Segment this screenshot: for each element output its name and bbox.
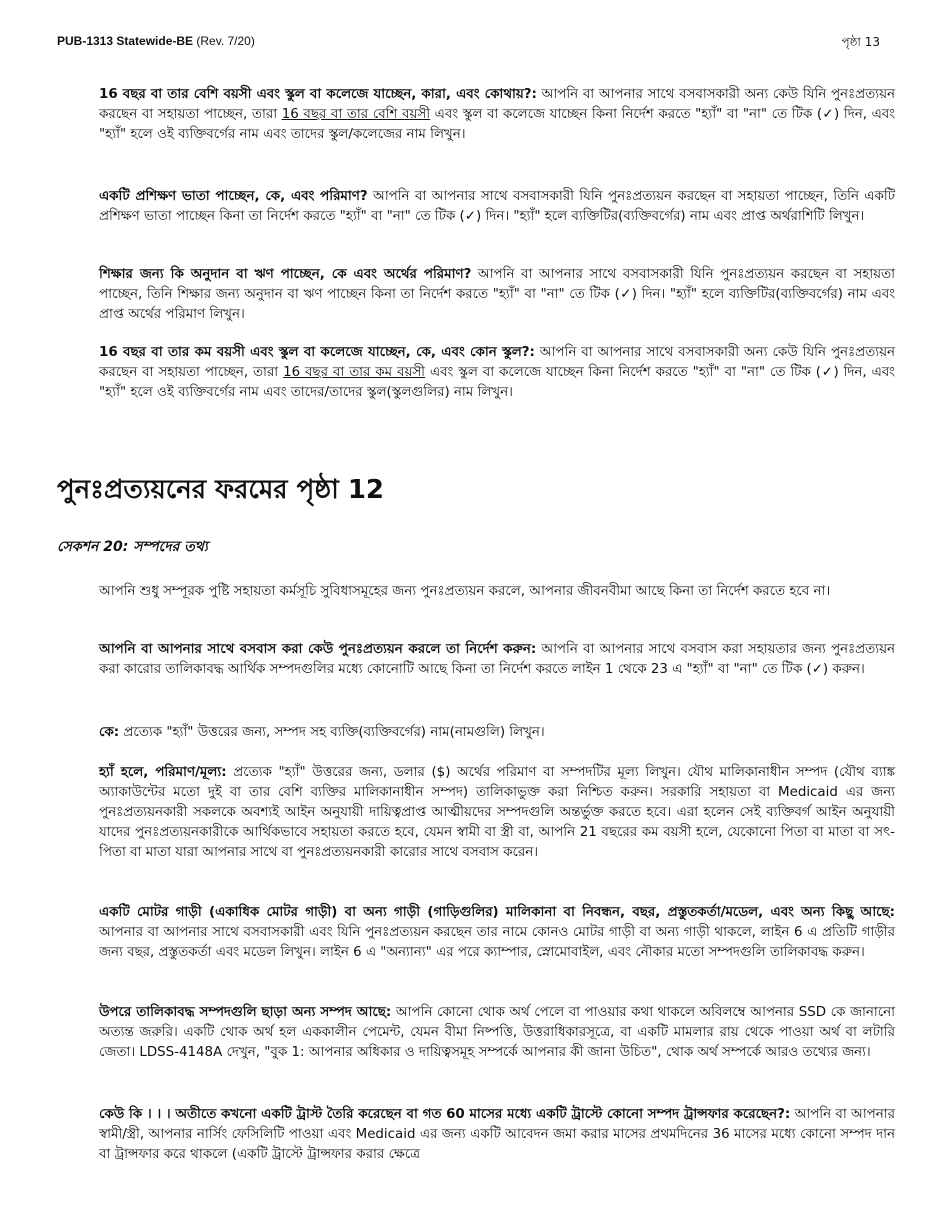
- paragraph-heading: কেউ কি । । । অতীতে কখনো একটি ট্রাস্ট তৈরি করেছেন বা গত 60 মাসের মধ্যে একটি ট্রাস্টে কোনো সম্পদ ট্রান্সফার করেছেন?:: [99, 1107, 791, 1122]
- page-header: [57, 34, 880, 50]
- paragraph-heading: শিক্ষার জন্য কি অনুদান বা ঋণ পাচ্ছেন, কে এবং অর্থের পরিমাণ?: [99, 267, 472, 282]
- paragraph-life-insurance-note: [99, 582, 895, 602]
- paragraph-age-under-16-school: [99, 343, 895, 403]
- paragraph-who: [99, 723, 895, 743]
- paragraph-text: আপনি বা আপনার সাথে বসবাসকারী যিনি পুনঃপ্রত্যয়ন করছেন বা সহায়তা পাচ্ছেন, তিনি শিক্ষার জন্য অনুদান বা ঋণ পাচ্ছেন কিনা তা নির্দেশ করতে "হ্যাঁ" বা "না" তে টিক (✓) দিন। "হ্যাঁ" হলে ব্যক্তিটির(ব্যক্তিবর্গের) নাম এবং প্রাপ্ত অর্থের পরিমাণ লিখুন।: [99, 267, 895, 322]
- paragraph-heading: 16 বছর বা তার বেশি বয়সী এবং স্কুল বা কলেজে যাচ্ছেন: [99, 87, 412, 102]
- paragraph-heading: আপনি বা আপনার সাথে বসবাস করা কেউ পুনঃপ্রত্যয়ন করলে তা নির্দেশ করুন:: [99, 642, 537, 657]
- paragraph-text: এবং স্কুল বা কলেজে যাচ্ছেন কিনা নির্দেশ করতে "হ্যাঁ" বা "না" তে টিক (✓) দিন, এবং "হ্যাঁ" হলে ওই ব্যক্তিবর্গের নাম এবং তাদের/তাদের স্কুল(স্কুলগুলির) নাম লিখুন।: [99, 365, 895, 400]
- paragraph-text: আপনার বা আপনার সাথে বসবাসকারী এবং যিনি পুনঃপ্রত্যয়ন করছেন তার নামে কোনও মোটর গাড়ী বা অন্য গাড়ী থাকলে, লাইন 6 এ প্রতিটি গাড়ীর জন্য বছর, প্রস্তুতকর্তা এবং মডেল লিখুন। লাইন 6 এ "অন্যান্য" এর পরে ক্যাম্পার, স্নোমোবাইল, এবং নৌকার মতো সম্পদগুলি তালিকাবদ্ধ করুন।: [99, 925, 895, 960]
- paragraph-motor-vehicle: [99, 903, 895, 963]
- revision-date: (Rev. 7/20): [196, 34, 255, 48]
- paragraph-text: আপনি বা আপনার সাথে বসবাসকারী যিনি পুনঃপ্রত্যয়ন করছেন বা সহায়তা পাচ্ছেন, তিনি একটি প্রশিক্ষণ ভাতা পাচ্ছেন কিনা তা নির্দেশ করতে "হ্যাঁ" বা "না" তে টিক (✓) দিন। "হ্যাঁ" হলে ব্যক্তিটির(ব্যক্তিবর্গের) নাম এবং প্রাপ্ত অর্থরাশিটি লিখুন।: [99, 189, 895, 224]
- paragraph-heading: উপরে তালিকাবদ্ধ সম্পদগুলি ছাড়া অন্য সম্পদ আছে:: [99, 1005, 392, 1020]
- paragraph-text: আপনি বা আপনার স্বামী/স্ত্রী, আপনার নার্সিং ফেসিলিটি পাওয়া এবং Medicaid এর জন্য একটি আবেদন জমা করার মাসের প্রথমদিনের 36 মাসের মধ্যে কোনো সম্পদ দান বা ট্রান্সফার করে থাকলে (একটি ট্রাস্টে ট্রান্সফার করার ক্ষেত্রে: [99, 1107, 896, 1162]
- paragraph-text: আপনি শুধু সম্পূরক পুষ্টি সহায়তা কর্মসূচি সুবিধাসমূহের জন্য পুনঃপ্রত্যয়ন করলে, আপনার জীবনবীমা আছে কিনা তা নির্দেশ করতে হবে না।: [99, 584, 831, 599]
- paragraph-heading: 16 বছর বা তার কম বয়সী এবং স্কুল বা কলেজে যাচ্ছেন, কে, এবং কোন স্কুল?:: [99, 345, 535, 360]
- paragraph-text: আপনি বা আপনার সাথে বসবাস করা সহায়তার জন্য পুনঃপ্রত্যয়ন করা কারোর তালিকাবদ্ধ আর্থিক সম্পদগুলির মধ্যে কোনোটি আছে কিনা তা নির্দেশ করতে লাইন 1 থেকে 23 এ "হ্যাঁ" বা "না" তে টিক (✓) করুন।: [99, 642, 895, 677]
- paragraph-education-grant-loan: [99, 265, 895, 325]
- paragraph-other-resources: [99, 1003, 895, 1063]
- paragraph-trust-transfer: [99, 1105, 895, 1165]
- paragraph-heading: হ্যাঁ হলে, পরিমাণ/মূল্য:: [99, 765, 227, 780]
- paragraph-age-16-plus-school: [99, 85, 895, 145]
- section-title: সেকশন 20: সম্পদের তথ্য: [57, 539, 208, 555]
- page-number: পৃষ্ঠা 13: [841, 35, 880, 49]
- paragraph-text: এবং স্কুল বা কলেজে যাচ্ছেন কিনা নির্দেশ করতে "হ্যাঁ" বা "না" তে টিক (✓) দিন, এবং "হ্যাঁ" হলে ওই ব্যক্তিবর্গের নাম এবং তাদের স্কুল/কলেজের নাম লিখুন।: [99, 107, 895, 142]
- underlined-phrase: 16 বছর বা তার বেশি বয়সী: [281, 107, 431, 122]
- paragraph-amount-value: [99, 763, 895, 863]
- underlined-phrase: 16 বছর বা তার কম বয়সী: [283, 365, 426, 380]
- form-number: PUB-1313 Statewide-BE: [57, 34, 194, 48]
- paragraph-training-allowance: [99, 187, 895, 227]
- paragraph-text: আপনি কোনো থোক অর্থ পেলে বা পাওয়ার কথা থাকলে অবিলম্বে আপনার SSD কে জানানো অত্যন্ত জরুরি। একটি থোক অর্থ হল এককালীন পেমেন্ট, যেমন বীমা নিষ্পত্তি, উত্তরাধিকারসূত্রে, বা একটি মামলার রায় থেকে পাওয়া অর্থ বা লটারি জেতা। LDSS-4148A দেখুন, "বুক 1: আপনার অধিকার ও দায়িত্বসমূহ সম্পর্কে আপনার কী জানা উচিত", থোক অর্থ সম্পর্কে আরও তথ্যের জন্য।: [99, 1005, 895, 1060]
- paragraph-text: আপনি বা আপনার সাথে বসবাসকারী অন্য কেউ যিনি পুনঃপ্রত্যয়ন করছেন বা সহায়তা পাচ্ছেন, তারা: [99, 345, 895, 380]
- paragraph-text: আপনি বা আপনার সাথে বসবাসকারী অন্য কেউ যিনি পুনঃপ্রত্যয়ন করছেন বা সহায়তা পাচ্ছেন, তারা: [99, 87, 895, 122]
- paragraph-heading-tail: , কারা, এবং কোথায়?:: [411, 87, 537, 102]
- paragraph-text: প্রত্যেক "হ্যাঁ" উত্তরের জন্য, ডলার ($) অর্থের পরিমাণ বা সম্পদটির মূল্য লিখুন। যৌথ মালিকানাধীন সম্পদ (যৌথ ব্যাঙ্ক অ্যাকাউন্টের মতো দুই বা তার বেশি ব্যক্তির মালিকানাধীন সম্পদ) তালিকাভুক্ত করা নিশ্চিত করুন। সরকারি সহায়তা বা Medicaid এর জন্য পুনঃপ্রত্যয়নকারী সকলকে অবশ্যই আইন অনুযায়ী দায়িত্বপ্রাপ্ত আত্মীয়দের সম্পদগুলি অন্তর্ভুক্ত করতে হবে। এরা হলেন সেই ব্যক্তিবর্গ আইন অনুযায়ী যাদের পুনঃপ্রত্যয়নকারীকে আর্থিকভাবে সহায়তা করতে হবে, যেমন স্বামী বা স্ত্রী বা, আপনি 21 বছরের কম বয়সী হলে, যেকোনো পিতা বা মাতা বা সৎ- পিতা বা মাতা যারা আপনার সাথে বা পুনঃপ্রত্যয়নকারী কারোর সাথে বসবাস করেন।: [99, 765, 895, 860]
- document-id: [57, 34, 255, 48]
- paragraph-heading: কে:: [99, 725, 120, 740]
- paragraph-indicate-resources: [99, 640, 895, 680]
- page-title: পুনঃপ্রত্যয়নের ফরমের পৃষ্ঠা 12: [57, 475, 385, 505]
- paragraph-heading: একটি মোটর গাড়ী (একাধিক মোটর গাড়ী) বা অন্য গাড়ী (গাড়িগুলির) মালিকানা বা নিবন্ধন, বছর, প্রস্তুতকর্তা/মডেল, এবং অন্য কিছু আছে:: [99, 905, 895, 920]
- paragraph-heading: একটি প্রশিক্ষণ ভাতা পাচ্ছেন, কে, এবং পরিমাণ?: [99, 189, 368, 204]
- paragraph-text: প্রত্যেক "হ্যাঁ" উত্তরের জন্য, সম্পদ সহ ব্যক্তি(ব্যক্তিবর্গের) নাম(নামগুলি) লিখুন।: [119, 725, 545, 740]
